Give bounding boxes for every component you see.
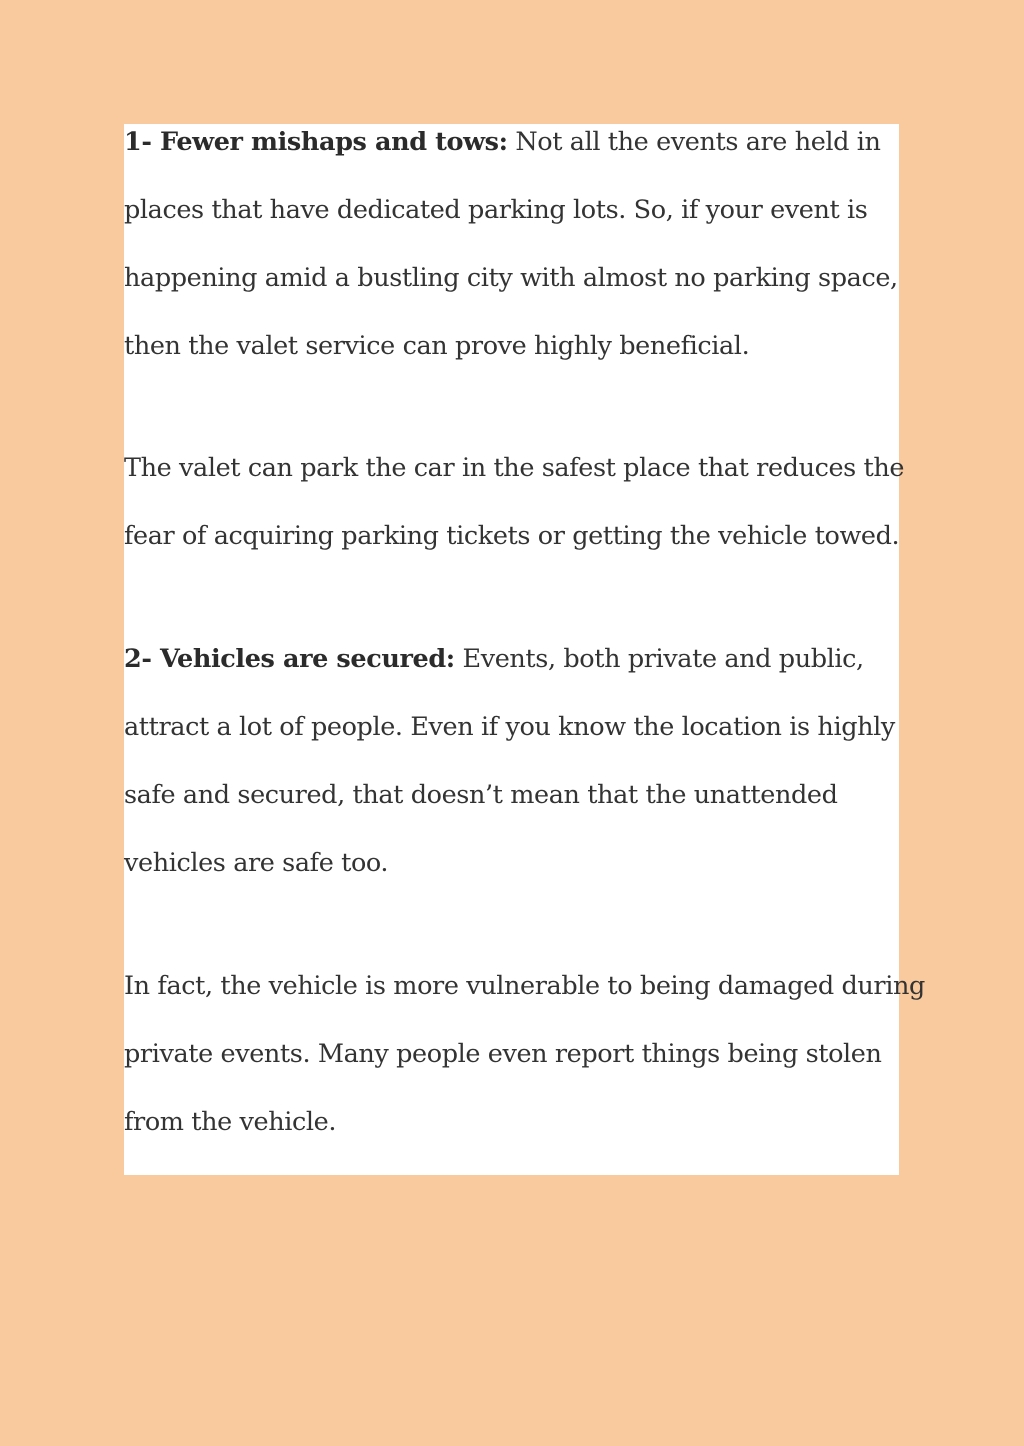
content-panel bbox=[124, 124, 925, 1175]
text-line: In fact, the vehicle is more vulnerable to being damaged during bbox=[124, 971, 925, 1001]
paragraph-vulnerable-vehicle bbox=[124, 952, 925, 1156]
section-heading-fewer-mishaps: 1- Fewer mishaps and tows: bbox=[124, 127, 508, 157]
text-fragment: Events, both private and public, bbox=[454, 644, 864, 674]
section-heading-vehicles-secured: 2- Vehicles are secured: bbox=[124, 644, 455, 674]
text-line bbox=[124, 625, 899, 693]
paragraph-valet-parking bbox=[124, 434, 905, 570]
text-line: vehicles are safe too. bbox=[124, 848, 389, 878]
paragraph-vehicles-secured bbox=[124, 625, 899, 897]
paragraph-fewer-mishaps bbox=[124, 108, 899, 380]
text-line: attract a lot of people. Even if you know the location is highly bbox=[124, 712, 895, 742]
text-line: places that have dedicated parking lots. So, if your event is bbox=[124, 195, 868, 225]
text-line: safe and secured, that doesn’t mean that the unattended bbox=[124, 780, 838, 810]
text-line: private events. Many people even report things being stolen bbox=[124, 1039, 882, 1069]
text-line: fear of acquiring parking tickets or getting the vehicle towed. bbox=[124, 521, 900, 551]
text-line: happening amid a bustling city with almost no parking space, bbox=[124, 263, 898, 293]
text-line: from the vehicle. bbox=[124, 1107, 337, 1137]
text-fragment: Not all the events are held in bbox=[507, 127, 881, 157]
text-line: then the valet service can prove highly beneficial. bbox=[124, 331, 750, 361]
text-line: The valet can park the car in the safest place that reduces the bbox=[124, 453, 905, 483]
text-line bbox=[124, 108, 899, 176]
